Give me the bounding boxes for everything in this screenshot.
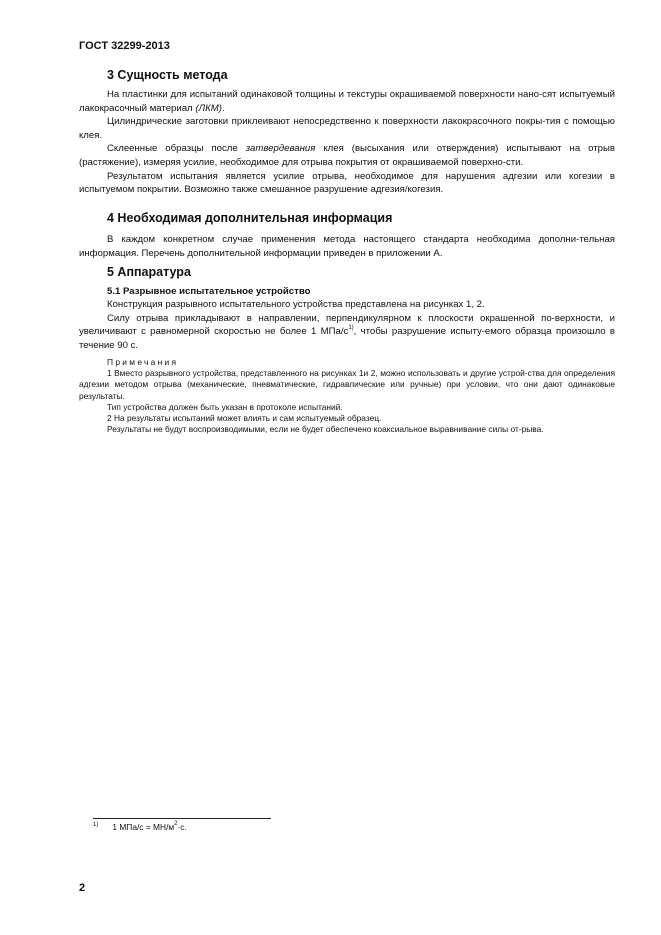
note-2: 2 На результаты испытаний может влиять и сам испытуемый образец. (107, 413, 382, 424)
section-5-paragraph-1: Конструкция разрывного испытательного устройства представлена на рисунках 1, 2. (107, 299, 485, 310)
section-4-title: 4 Необходимая дополнительная информация (107, 211, 393, 225)
note-1-extra: Тип устройства должен быть указан в протоколе испытаний. (107, 401, 343, 412)
section-5-body (79, 298, 615, 352)
footnote-text: 1 МПа/с = МН/м (112, 822, 175, 832)
note-1: 1 Вместо разрывного устройства, представленного на рисунках 1и 2, можно использовать и другие устрой-ства для определения адгезии методом отрыва (механические, пневматические, гидравлические или ручные) при условии, что они дают одинаковые результаты. (79, 368, 615, 401)
notes-block (79, 357, 615, 435)
footnote-reference: 1) (348, 325, 354, 332)
section-3-paragraph-1 (79, 88, 615, 115)
section-4-paragraph-1: В каждом конкретном случае применения метода настоящего стандарта необходима дополни-тельная информация. Перечень дополнительной информации приведен в приложении А. (79, 234, 615, 259)
text: , чтобы разрушение испыту-емого образца произошло в течение 90 с. (79, 326, 615, 351)
footnote-text-end: ·с. (177, 822, 187, 832)
section-3-paragraph-4: Результатом испытания является усилие отрыва, необходимое для нарушения адгезии или когезии в испытуемом покрытии. Возможно также смешанное разрушение адгезия/когезия. (79, 170, 615, 196)
superscript: 2 (174, 821, 178, 827)
page-number: 2 (79, 882, 86, 894)
text: На пластинки для испытаний одинаковой толщины и текстуры окрашиваемой поверхности нано-сят испытуемый лакокрасочный материал (79, 89, 615, 114)
footnote-separator (93, 818, 271, 819)
text: Склеенные образцы после (107, 143, 246, 155)
text: Силу отрыва прикладывают в направлении, перпендикулярном к плоскости окрашенной по-верхности, и увеличивают с равномерной скоростью не более 1 МПа/с (79, 312, 615, 338)
section-3-title: 3 Сущность метода (107, 68, 228, 82)
section-3-paragraph-2: Цилиндрические заготовки приклеивают непосредственно к поверхности лакокрасочного покры-тия с помощью клея. (79, 116, 615, 141)
document-code: ГОСТ 32299-2013 (79, 40, 170, 52)
footnote-mark: 1) (93, 822, 99, 828)
term-hardening: затвердевания (245, 143, 316, 155)
section-4-body (79, 233, 615, 260)
abbr-lkm: (ЛКМ) (195, 102, 222, 114)
note-2-extra: Результаты не будут воспроизводимыми, если не будет обеспечено коаксиальное выравнивание силы от-рыва. (107, 424, 544, 435)
section-5-title: 5 Аппаратура (107, 265, 191, 279)
section-5-paragraph-2 (79, 312, 615, 353)
text: клея (высыхания или отверждения) испытывают на отрыв (растяжение), измеряя усилие, необходимое для отрыва покрытия от окрашиваемой поверхно-сти. (79, 143, 615, 168)
text: . (221, 102, 225, 114)
section-3-paragraph-3 (79, 142, 615, 169)
footnote (93, 822, 187, 832)
notes-label: Примечания (107, 357, 179, 367)
section-3-body (79, 88, 615, 197)
subsection-5-1-title: 5.1 Разрывное испытательное устройство (107, 286, 311, 297)
